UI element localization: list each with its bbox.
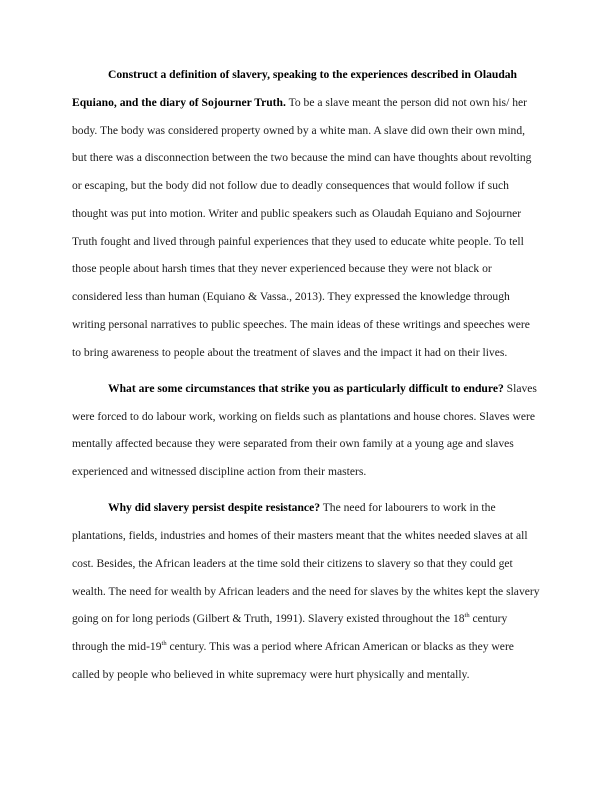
- answer-text: century. This was a period where African American or blacks as they were called by people who believed in white supremacy were hurt physically and mentally.: [72, 640, 514, 681]
- paragraph-slavery-persistence: [72, 494, 540, 688]
- answer-text: Slaves were forced to do labour work, working on fields such as plantations and house chores. Slaves were mentally affected because they were separated from their own family at a young age and slaves experienced and witnessed discipline action from their masters.: [72, 381, 537, 479]
- paragraph-difficult-circumstances: [72, 375, 540, 486]
- question-heading: Construct a definition of slavery, speaking to the experiences described in Olaudah Equiano, and the diary of Sojourner Truth.: [72, 68, 518, 109]
- answer-text: century through the mid-19: [72, 612, 508, 654]
- question-heading: Why did slavery persist despite resistance?: [108, 501, 321, 515]
- answer-text: The need for labourers to work in the plantations, fields, industries and homes of their masters meant that the whites needed slaves at all cost. Besides, the African leaders at the time sold their citizens to slavery so that they could get wealth. The need for wealth by African leaders and the need for slaves by the whites kept the slavery going on for long periods (Gilbert & Truth, 1991). Slavery existed throughout the 18: [72, 501, 540, 626]
- question-heading: What are some circumstances that strike you as particularly difficult to endure?: [108, 381, 504, 395]
- paragraph-definition-of-slavery: [72, 61, 540, 366]
- answer-text: To be a slave meant the person did not own his/ her body. The body was considered property owned by a white man. A slave did own their own mind, but there was a disconnection between the two because the mind can have thoughts about revolting or escaping, but the body did not follow due to deadly consequences that would follow if such thought was put into motion. Writer and public speakers such as Olaudah Equiano and Sojourner Truth fought and lived through painful experiences that they used to educate white people. To tell those people about harsh times that they never experienced because they were not black or considered less than human (Equiano & Vassa., 2013). They expressed the knowledge through writing personal narratives to public speeches. The main ideas of these writings and speeches were to bring awareness to people about the treatment of slaves and the impact it had on their lives.: [72, 95, 532, 359]
- document-page: [72, 61, 540, 697]
- superscript-ordinal: th: [464, 612, 470, 620]
- superscript-ordinal: th: [161, 640, 167, 648]
